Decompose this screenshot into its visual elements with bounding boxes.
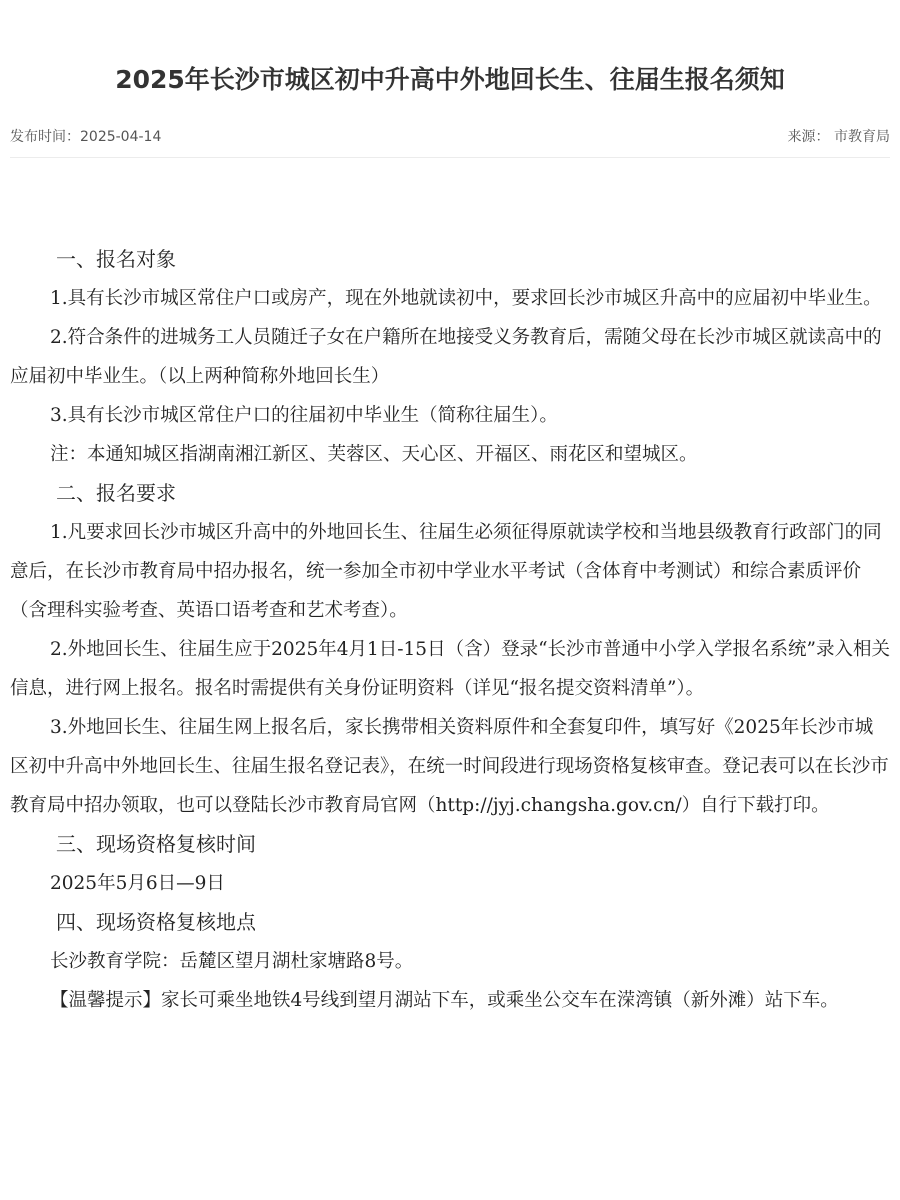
section-heading-review-time: 三、现场资格复核时间: [56, 832, 256, 856]
paragraph-review-date: 2025年5月6日—9日: [50, 873, 225, 894]
publish-time: 发布时间：2025-04-14: [10, 129, 162, 145]
paragraph: 1.具有长沙市城区常住户口或房产，现在外地就读初中，要求回长沙市城区升高中的应届初中毕业生。: [50, 288, 882, 309]
paragraph: 1.凡要求回长沙市城区升高中的外地回长生、往届生必须征得原就读学校和当地县级教育行政部门的同意后，在长沙市教育局中招办报名，统一参加全市初中学业水平考试（含体育中考测试）和综合素质评价（含理科实验考查、英语口语考查和艺术考查）。: [10, 522, 882, 621]
section-heading-requirements: 二、报名要求: [56, 481, 176, 505]
header-divider: [10, 157, 890, 158]
paragraph: 2.符合条件的进城务工人员随迁子女在户籍所在地接受义务教育后，需随父母在长沙市城区就读高中的应届初中毕业生。（以上两种简称外地回长生）: [10, 327, 882, 387]
paragraph: 3.外地回长生、往届生网上报名后，家长携带相关资料原件和全套复印件，填写好《2025年长沙市城区初中升高中外地回长生、往届生报名登记表》，在统一时间段进行现场资格复核审查。登记表可以在长沙市教育局中招办领取，也可以登陆长沙市教育局官网（http://jyj.changsha.gov.cn/）自行下载打印。: [10, 717, 889, 816]
paragraph: 2.外地回长生、往届生应于2025年4月1日-15日（含）登录“长沙市普通中小学入学报名系统”录入相关信息，进行网上报名。报名时需提供有关身份证明资料（详见“报名提交资料清单”）。: [10, 639, 890, 699]
paragraph-tip: 【温馨提示】家长可乘坐地铁4号线到望月湖站下车，或乘坐公交车在溁湾镇（新外滩）站下车。: [50, 990, 839, 1011]
article-meta: [10, 126, 890, 148]
section-heading-review-location: 四、现场资格复核地点: [56, 910, 256, 934]
paragraph-location: 长沙教育学院：岳麓区望月湖杜家塘路8号。: [50, 951, 414, 972]
paragraph: 3.具有长沙市城区常住户口的往届初中毕业生（简称往届生）。: [50, 405, 558, 426]
article-body: [10, 240, 890, 1020]
article-title: 2025年长沙市城区初中升高中外地回长生、往届生报名须知: [115, 65, 785, 94]
paragraph-note: 注：本通知城区指湖南湘江新区、芙蓉区、天心区、开福区、雨花区和望城区。: [50, 444, 698, 465]
article: [10, 0, 890, 1011]
article-source: 来源： 市教育局: [787, 129, 890, 145]
section-heading-targets: 一、报名对象: [56, 247, 176, 271]
